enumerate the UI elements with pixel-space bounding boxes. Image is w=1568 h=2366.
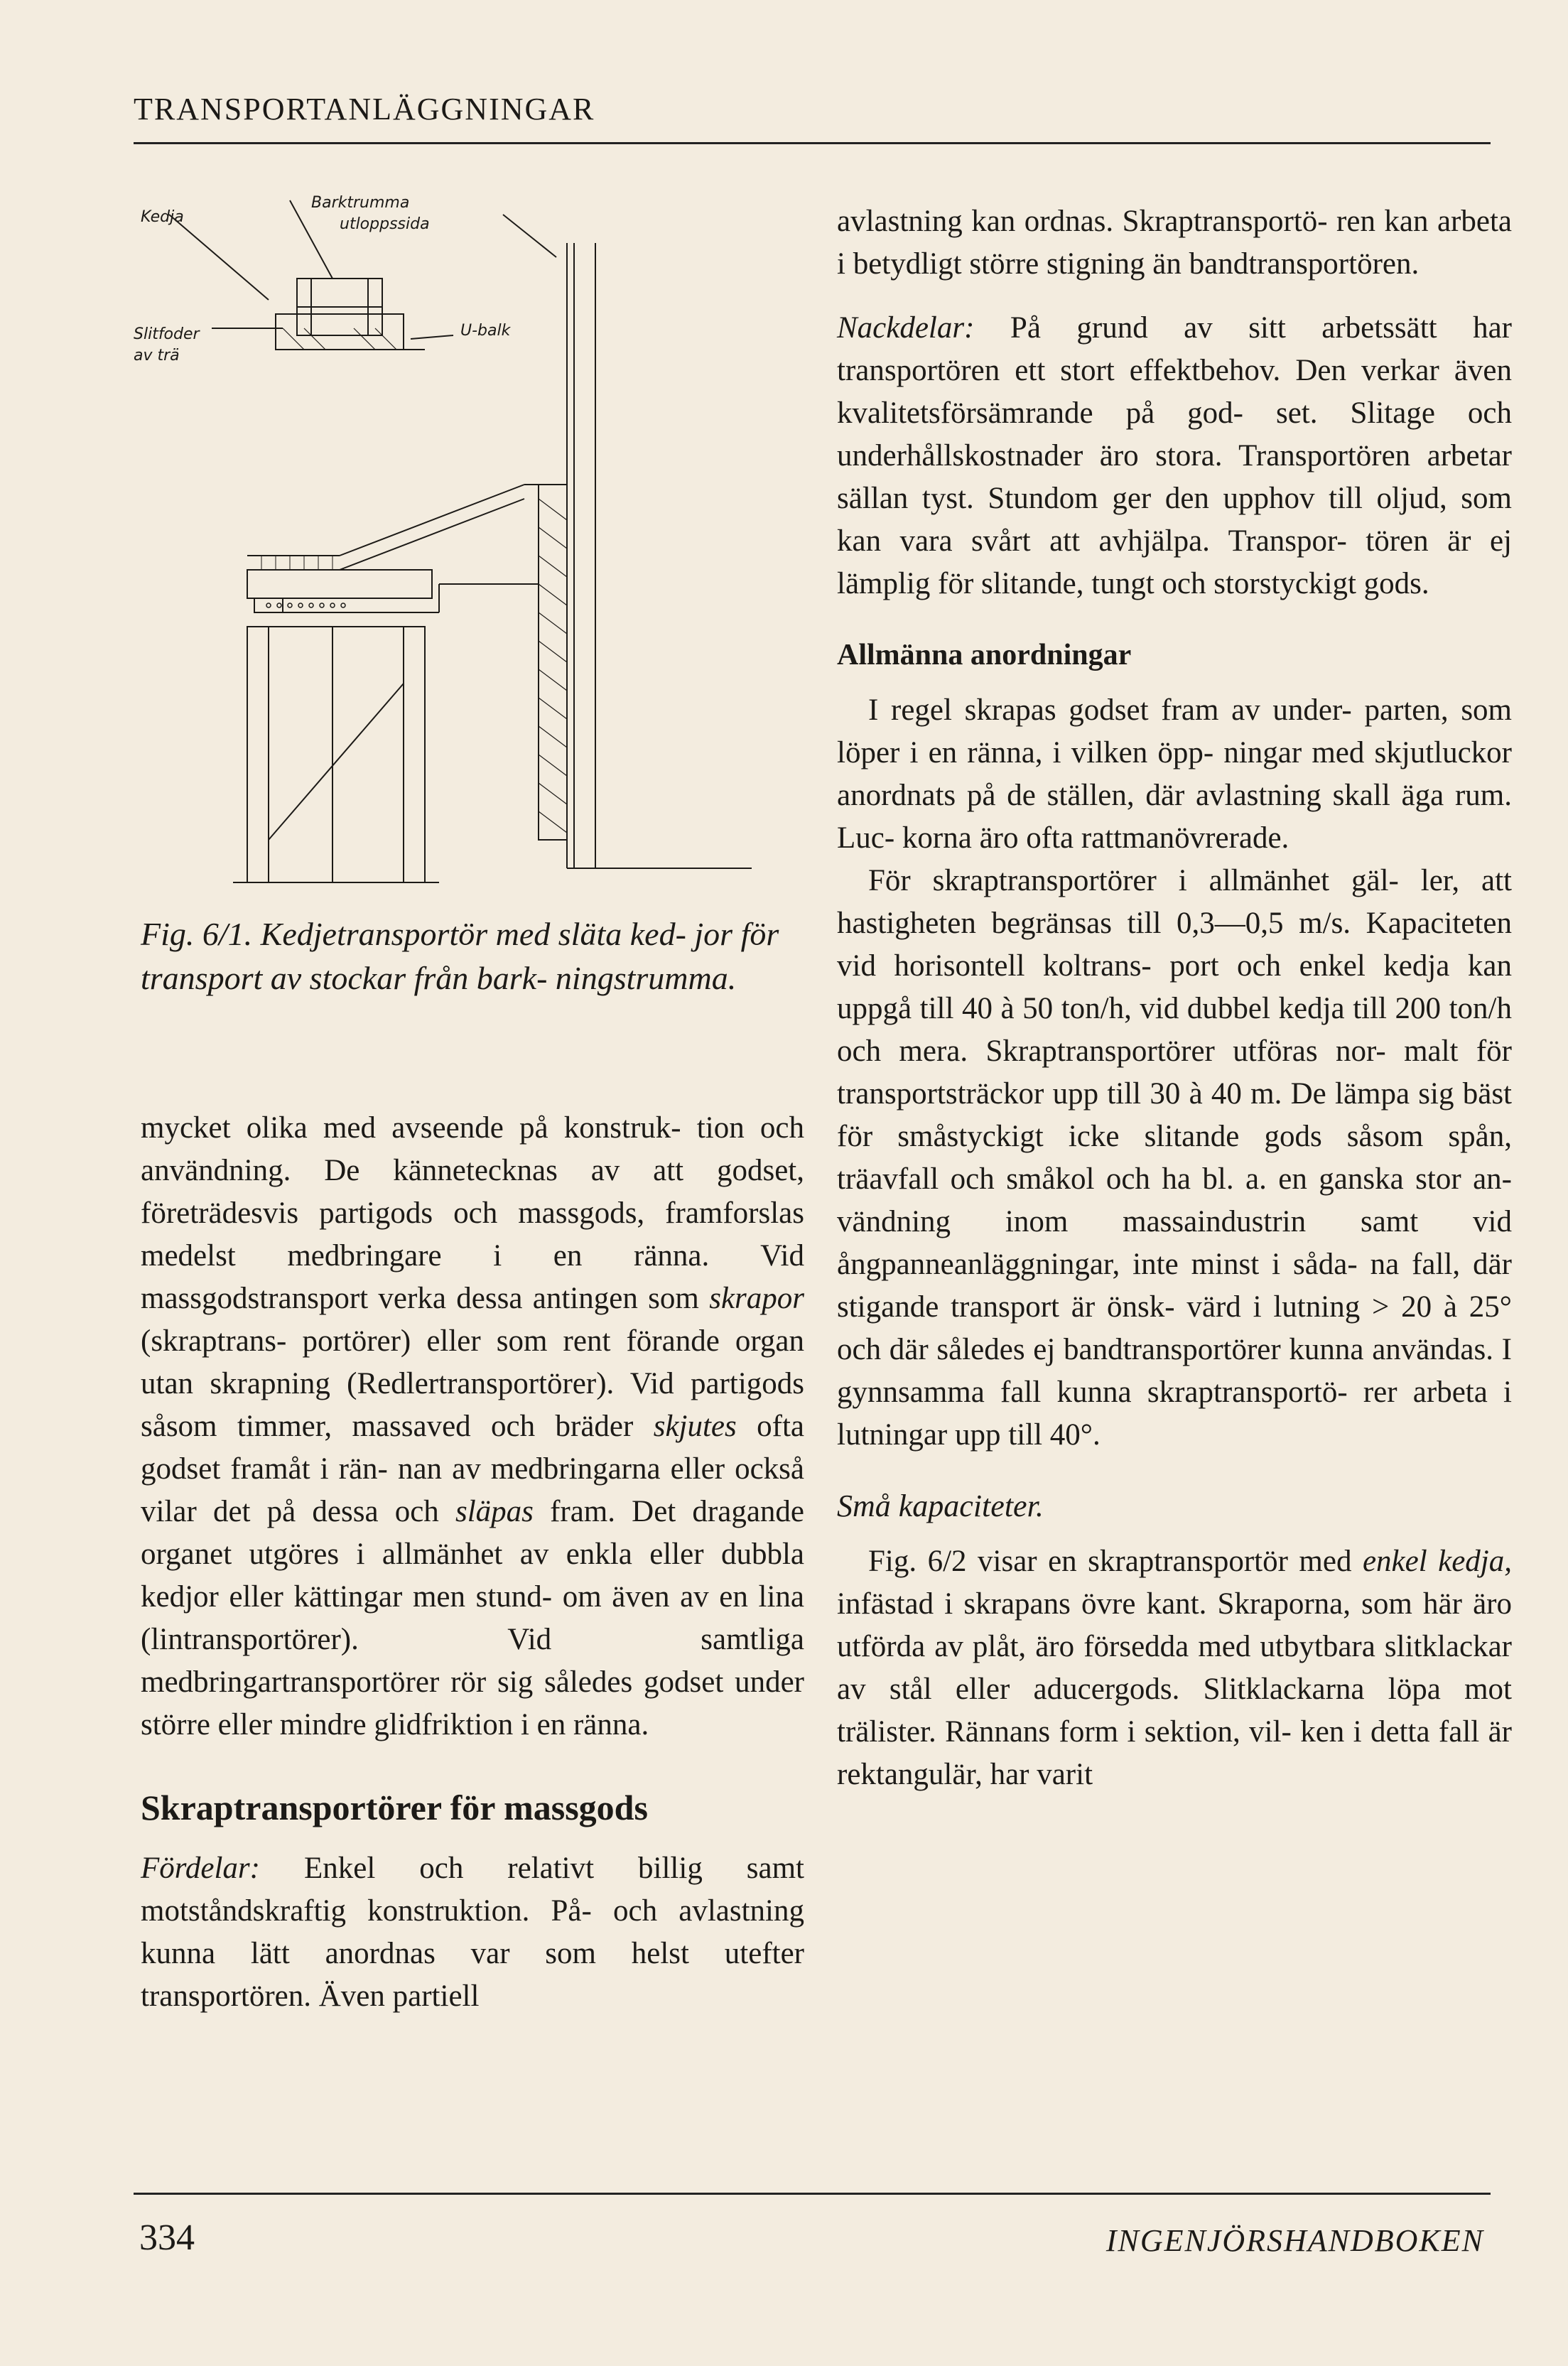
page-number: 334 [139,2218,195,2258]
right-paragraph-1: avlastning kan ordnas. Skraptransportö- ren kan arbeta i betydligt större stigning än bandtransportören. [837,205,1512,281]
right-paragraph-2: I regel skrapas godset fram av under- parten, som löper i en ränna, i vilken öpp- ningar med skjutluckor anordnats på de ställen, där avlastning skall äga rum. Luc- korna äro ofta rattmanövrerade. [837,693,1512,855]
figure-6-1 [126,186,780,904]
chute-bottom [340,499,524,570]
label-av-tra: av trä [134,347,180,364]
chain-link-row [254,598,283,612]
figure-caption [141,912,794,1000]
leader-ubalk [411,335,453,339]
brace [269,684,404,840]
running-head: TRANSPORTANLÄGGNINGAR [134,92,595,126]
leader-kedja [169,215,269,300]
right-paragraph-3: För skraptransportörer i allmänhet gäl- ler, att hastigheten begränsas till 0,3—0,5 m/s. Kapaciteten vid horisontell koltrans- port och enkel kedja kan uppgå till 40 à 50 ton/h, vid dubbel kedja till 200 ton/h och mera. Skraptransportörer utföras nor- malt för transportsträckor upp till 30 à 40 m. De lämpa sig bäst för småstyckigt icke slitande gods såsom spån, träavfall och småkol och ha bl. a. en ganska stor an- vändning inom massaindustrin samt vid ångpanneanläggningar, inte minst i såda- na fall, där stigande transport är önsk- värd i lutning > 20 à 25° och där således ej bandtransportörer kunna användas. I gynnsamma fall kunna skraptransportö- rer arbeta i lutningar upp till 40°. [837,864,1512,1452]
chute-top [340,485,524,556]
leader-barktrumma [290,200,332,279]
caption-number: Fig. 6/1. [141,916,253,952]
right-paragraph-4: Fig. 6/2 visar en skraptransportör med enkel kedja, infästad i skrapans övre kant. Skraporna, som här äro utförda av plåt, äro försedda med utbytbara slitklackar av stål eller aducergods. Slitklackarna löpa mot trälister. Rännans form i sektion, vil- ken i detta fall är rektangulär, har varit [837,1545,1513,1791]
section-heading: Skraptransportörer för massgods [141,1788,648,1827]
caption-text: Kedjetransportör med släta ked- jor för transport av stockar från bark- ningstrumma. [141,916,779,996]
label-barktrumma: Barktrumma [311,194,410,212]
u-beam [276,314,404,350]
left-paragraph-1: mycket olika med avseende på konstruk- tion och användning. De kännetecknas av att godset, företrädesvis partigods och massgods, framforslas medelst medbringare i en ränna. Vid massgodstransport verka dessa antingen som skrapor (skraptrans- portörer) eller som rent förande organ utan skrapning (Redlertransportörer). Vid partigods såsom timmer, massaved och bräder skjutes ofta godset framåt i rän- nan av medbringarna eller också vilar det på dessa och släpas fram. Det dragande organet utgöres i allmänhet av enkla eller dubbla kedjor eller kättingar men stund- om även av en lina (lintransportörer). Vid samtliga medbringartransportörer rör sig således godset under större eller mindre glidfriktion i en ränna. [141,1111,805,1741]
label-u-balk: U-balk [460,322,511,340]
book-title: INGENJÖRSHANDBOKEN [1105,2223,1484,2258]
subheading-sma: Små kapaciteter. [837,1489,1044,1523]
left-column [141,1107,804,2018]
lower-frame [247,627,425,882]
chain-conveyor-drawing [126,186,780,904]
label-slitfoder: Slitfoder [134,325,200,343]
subheading-allmanna: Allmänna anordningar [837,639,1132,671]
header-rule [134,142,1491,144]
nackdelar-paragraph: Nackdelar: På grund av sitt arbetssätt har transportören ett stort effektbehov. Den verkar även kvalitetsförsämrande på god- set. Slitage och underhållskostnader äro stora. Transportören arbetar sällan tyst. Stundom ger den upphov till oljud, som kan vara svårt att avhjälpa. Transpor- tören är ej lämplig för slitande, tungt och storstyckigt gods. [837,311,1512,600]
right-column [837,200,1512,1796]
conveyor-head [247,570,432,598]
footer-rule [134,2193,1491,2195]
label-utloppssida: utloppssida [340,215,430,233]
label-kedja: Kedja [141,208,184,226]
fordelar-paragraph: Fördelar: Enkel och relativt billig samt motståndskraftig konstruktion. På- och avlastning kunna lätt anordnas var som helst utefter transportören. Även partiell [141,1852,804,2013]
